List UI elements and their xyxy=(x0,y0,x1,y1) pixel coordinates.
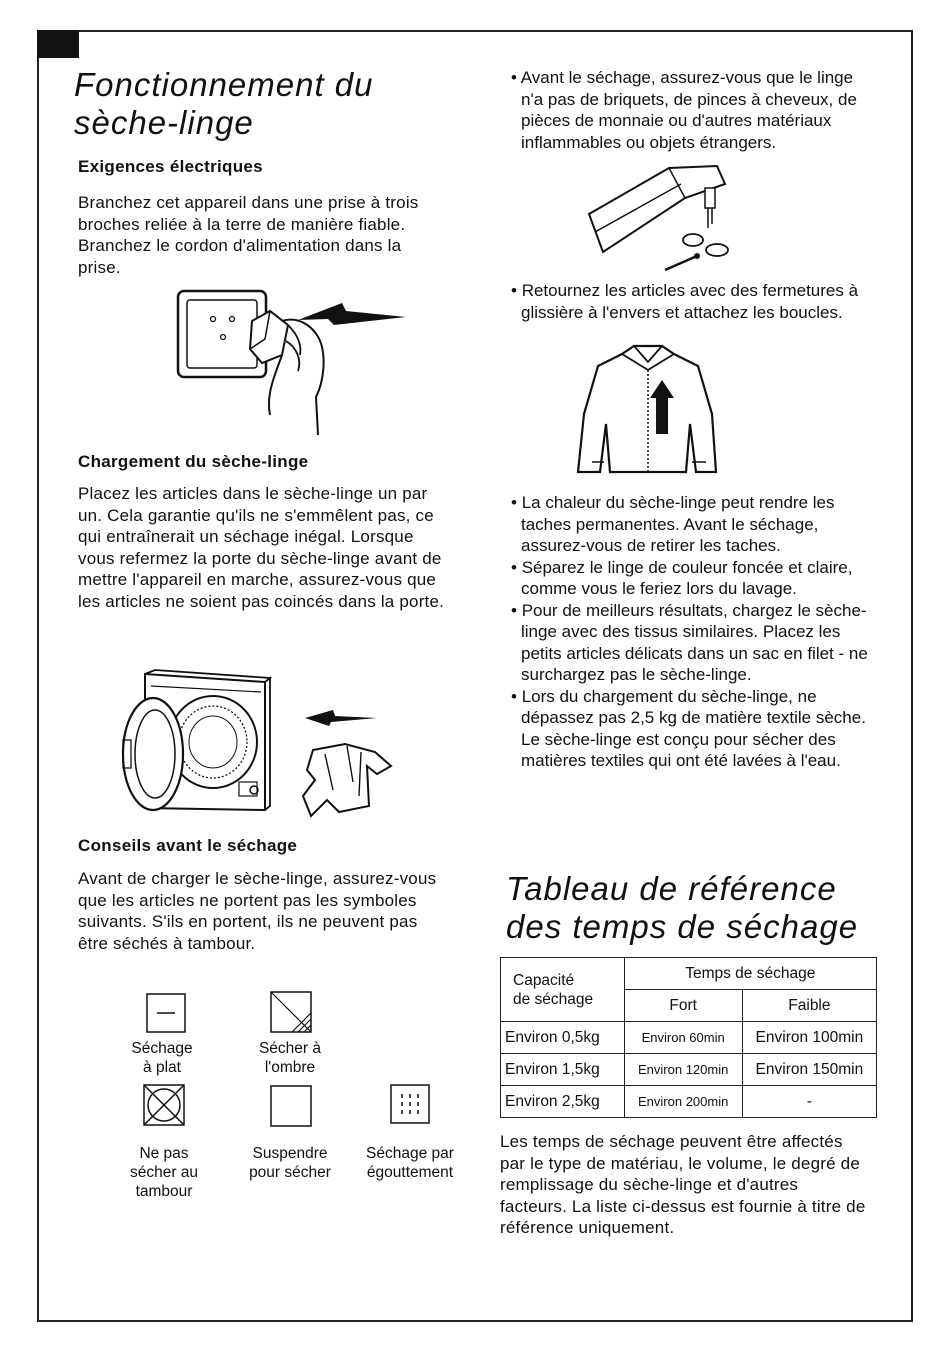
drying-time-table xyxy=(500,957,877,1118)
bullet-similar-fabrics: • Pour de meilleurs résultats, chargez le sèche-linge avec des tissus similaires. Placez les petits articles délicats dans un sac en filet - ne surchargez pas le sèche-linge. xyxy=(503,600,871,686)
cell-weak: Environ 150min xyxy=(742,1054,876,1086)
shade-dry-icon xyxy=(270,991,312,1033)
no-tumble-dry-icon xyxy=(143,1084,185,1126)
table-title xyxy=(506,870,858,946)
table-title-line2: des temps de séchage xyxy=(506,908,859,945)
table-row xyxy=(501,1054,877,1086)
shade-dry-label: Sécher à l'ombre xyxy=(258,1040,322,1076)
electrical-text: Branchez cet appareil dans une prise à trois broches reliée à la terre de manière fiable. Branchez le cordon d'alimentation dans la prise. xyxy=(78,193,419,277)
loading-text: Placez les articles dans le sèche-linge un par un. Cela garantie qu'ils ne s'emmêlent pas, ce qui entraînerait un séchage inégal. Lorsque vous refermez la porte du sèche-linge avant de mettre l'appareil en marche, assurez-vous que les articles ne soient pas coincés dans la porte. xyxy=(78,484,445,611)
cell-strong: Environ 120min xyxy=(624,1054,742,1086)
bullet-zippers: • Retournez les articles avec des fermetures à glissière à l'envers et attachez les boucles. xyxy=(503,280,868,323)
corner-tab xyxy=(37,30,79,58)
tips-text: Avant de charger le sèche-linge, assurez-vous que les articles ne portent pas les symboles suivants. S'ils en portent, ils ne peuvent pas être séchés à tambour. xyxy=(78,869,437,953)
bullet-list-main xyxy=(503,492,871,772)
cell-weak: - xyxy=(742,1086,876,1118)
electrical-heading: Exigences électriques xyxy=(78,157,263,176)
header-weak: Faible xyxy=(742,990,876,1022)
bullet-foreign-objects: • Avant le séchage, assurez-vous que le linge n'a pas de briquets, de pinces à cheveux, de pièces de monnaie ou d'autres matériaux inflammables ou objets étrangers. xyxy=(503,67,868,153)
bullet-separate-colors: • Séparez le linge de couleur foncée et claire, comme vous le feriez lors du lavage. xyxy=(503,557,871,600)
hang-dry-icon xyxy=(270,1085,312,1127)
bullet-max-load: • Lors du chargement du sèche-linge, ne dépassez pas 2,5 kg de matière textile sèche. Le sèche-linge est conçu pour sécher des matières textiles qui ont été lavées à l'eau. xyxy=(503,686,871,772)
cell-capacity: Environ 2,5kg xyxy=(501,1086,625,1118)
table-row xyxy=(501,1086,877,1118)
page-title-line2: sèche-linge xyxy=(74,104,254,141)
hang-dry-label: Suspendre pour sécher xyxy=(249,1145,331,1181)
loading-heading: Chargement du sèche-linge xyxy=(78,452,309,471)
no-tumble-dry-label: Ne pas sécher au tambour xyxy=(129,1145,199,1200)
header-capacity: Capacité de séchage xyxy=(501,958,625,1022)
pocket-items-illustration xyxy=(585,158,755,273)
flat-dry-label: Séchage à plat xyxy=(131,1040,193,1076)
table-row xyxy=(501,1022,877,1054)
bullet-list-zip xyxy=(503,280,868,323)
cell-capacity: Environ 0,5kg xyxy=(501,1022,625,1054)
dryer-illustration xyxy=(115,670,405,820)
header-strong: Fort xyxy=(624,990,742,1022)
bullet-list-top xyxy=(503,67,868,153)
page-title-line1: Fonctionnement du xyxy=(74,66,374,103)
shirt-illustration xyxy=(574,344,724,476)
page-title xyxy=(74,66,374,142)
table-header-row xyxy=(501,958,877,990)
tips-heading: Conseils avant le séchage xyxy=(78,836,298,855)
flat-dry-icon xyxy=(146,993,186,1033)
drip-dry-icon xyxy=(390,1084,430,1124)
cell-strong: Environ 60min xyxy=(624,1022,742,1054)
plug-illustration xyxy=(170,285,410,440)
cell-strong: Environ 200min xyxy=(624,1086,742,1118)
drip-dry-label: Séchage par égouttement xyxy=(366,1145,454,1181)
header-drying-time: Temps de séchage xyxy=(624,958,876,990)
cell-weak: Environ 100min xyxy=(742,1022,876,1054)
bullet-stains: • La chaleur du sèche-linge peut rendre les taches permanentes. Avant le séchage, assurez-vous de retirer les taches. xyxy=(503,492,871,557)
table-footnote: Les temps de séchage peuvent être affectés par le type de matériau, le volume, le degré de remplissage du sèche-linge et d'autres facteurs. La liste ci-dessus est fournie à titre de référence uniquement. xyxy=(500,1132,866,1237)
table-title-line1: Tableau de référence xyxy=(506,870,837,907)
cell-capacity: Environ 1,5kg xyxy=(501,1054,625,1086)
